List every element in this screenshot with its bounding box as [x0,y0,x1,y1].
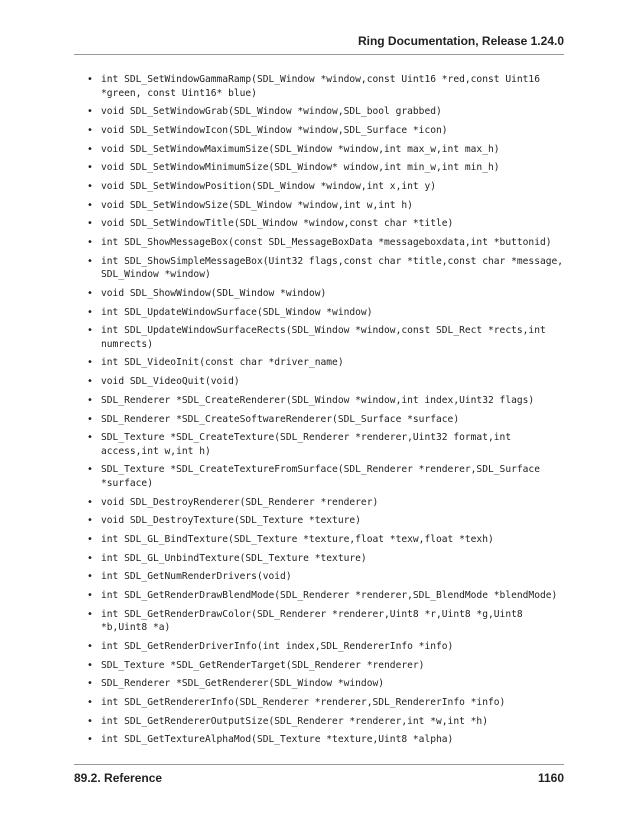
function-signature: int SDL_SetWindowGammaRamp(SDL_Window *window,const Uint16 *red,const Uint16 *green, const Uint16* blue) [101,74,540,99]
bullet-icon: • [87,143,93,155]
function-signature: void SDL_SetWindowMaximumSize(SDL_Window *window,int max_w,int max_h) [101,143,500,155]
list-item [87,570,567,584]
function-signature: int SDL_GetNumRenderDrivers(void) [101,571,292,583]
bullet-icon: • [87,413,93,425]
function-signature: int SDL_GL_BindTexture(SDL_Texture *texture,float *texw,float *texh) [101,533,494,545]
list-item [87,533,567,547]
list-item [87,715,567,729]
list-item [87,640,567,654]
list-item [87,199,567,213]
list-item [87,143,567,157]
list-item [87,236,567,250]
function-signature: void SDL_SetWindowIcon(SDL_Window *window,SDL_Surface *icon) [101,124,448,136]
bullet-icon: • [87,162,93,174]
list-item [87,514,567,528]
bullet-icon: • [87,237,93,248]
list-item [87,180,567,194]
function-signature: int SDL_GL_UnbindTexture(SDL_Texture *texture) [101,552,367,564]
bullet-icon: • [87,199,93,211]
list-item [87,394,567,408]
list-item [87,463,567,490]
list-item [87,287,567,301]
function-signature: SDL_Renderer *SDL_GetRenderer(SDL_Window *window) [101,678,385,690]
bullet-icon: • [87,678,93,690]
list-item [87,608,567,635]
list-item [87,589,567,603]
bullet-icon: • [87,515,93,527]
bullet-icon: • [87,533,93,545]
header-divider [74,54,564,55]
function-signature: int SDL_ShowMessageBox(const SDL_MessageBoxData *messageboxdata,int *buttonid) [101,237,552,248]
list-item [87,696,567,710]
bullet-icon: • [87,496,93,508]
list-item [87,217,567,231]
function-signature: SDL_Texture *SDL_CreateTexture(SDL_Renderer *renderer,Uint32 format,int access,int w,int h) [101,432,512,457]
bullet-icon: • [87,659,93,671]
bullet-icon: • [87,640,93,652]
function-signature: SDL_Texture *SDL_CreateTextureFromSurface(SDL_Renderer *renderer,SDL_Surface *surface) [101,464,540,489]
list-item [87,73,567,100]
function-signature: SDL_Texture *SDL_GetRenderTarget(SDL_Renderer *renderer) [101,659,425,671]
list-item [87,552,567,566]
page-header-title: Ring Documentation, Release 1.24.0 [357,34,564,48]
function-signature: void SDL_ShowWindow(SDL_Window *window) [101,287,327,299]
footer-section-title: 89.2. Reference [74,771,163,785]
function-signature: int SDL_GetRenderDriverInfo(int index,SDL_RendererInfo *info) [101,640,454,652]
function-signature: void SDL_DestroyRenderer(SDL_Renderer *renderer) [101,496,379,508]
list-item [87,306,567,320]
function-signature: int SDL_GetRenderDrawBlendMode(SDL_Renderer *renderer,SDL_BlendMode *blendMode) [101,590,558,601]
bullet-icon: • [87,394,93,406]
list-item [87,375,567,389]
bullet-icon: • [87,464,93,476]
footer-divider [74,764,564,765]
function-signature: void SDL_SetWindowSize(SDL_Window *window,int w,int h) [101,199,413,211]
function-signature: int SDL_UpdateWindowSurfaceRects(SDL_Window *window,const SDL_Rect *rects,int numrects) [101,325,546,350]
bullet-icon: • [87,325,93,337]
list-item [87,105,567,119]
function-signature: int SDL_VideoInit(const char *driver_name) [101,357,344,369]
function-signature: int SDL_GetRendererInfo(SDL_Renderer *renderer,SDL_RendererInfo *info) [101,696,506,708]
list-item [87,431,567,458]
bullet-icon: • [87,124,93,136]
function-list [87,73,567,747]
bullet-icon: • [87,218,93,230]
bullet-icon: • [87,715,93,727]
bullet-icon: • [87,734,93,746]
list-item [87,324,567,351]
bullet-icon: • [87,74,93,85]
bullet-icon: • [87,432,93,444]
bullet-icon: • [87,106,93,118]
function-signature: SDL_Renderer *SDL_CreateSoftwareRenderer(SDL_Surface *surface) [101,413,460,425]
function-signature: void SDL_SetWindowMinimumSize(SDL_Window* window,int min_w,int min_h) [101,162,500,174]
list-item [87,733,567,747]
bullet-icon: • [87,608,93,620]
function-signature: void SDL_SetWindowPosition(SDL_Window *window,int x,int y) [101,180,437,192]
bullet-icon: • [87,590,93,601]
bullet-icon: • [87,696,93,708]
function-signature: void SDL_DestroyTexture(SDL_Texture *texture) [101,515,361,527]
list-item [87,356,567,370]
bullet-icon: • [87,552,93,564]
bullet-icon: • [87,255,93,267]
function-signature: void SDL_SetWindowGrab(SDL_Window *window,SDL_bool grabbed) [101,106,442,118]
bullet-icon: • [87,180,93,192]
function-signature: void SDL_SetWindowTitle(SDL_Window *window,const char *title) [101,218,454,230]
list-item [87,255,567,282]
function-signature: void SDL_VideoQuit(void) [101,376,240,388]
list-item [87,659,567,673]
function-signature: int SDL_UpdateWindowSurface(SDL_Window *window) [101,306,373,318]
function-signature: int SDL_GetTextureAlphaMod(SDL_Texture *texture,Uint8 *alpha) [101,734,454,746]
list-item [87,677,567,691]
bullet-icon: • [87,571,93,583]
function-list-section [87,73,567,752]
function-signature: int SDL_GetRendererOutputSize(SDL_Renderer *renderer,int *w,int *h) [101,715,488,727]
bullet-icon: • [87,376,93,388]
function-signature: int SDL_GetRenderDrawColor(SDL_Renderer *renderer,Uint8 *r,Uint8 *g,Uint8 *b,Uint8 *a) [101,608,523,634]
function-signature: SDL_Renderer *SDL_CreateRenderer(SDL_Window *window,int index,Uint32 flags) [101,394,535,406]
list-item [87,161,567,175]
list-item [87,124,567,138]
footer-page-number: 1160 [537,771,564,785]
bullet-icon: • [87,357,93,369]
bullet-icon: • [87,306,93,318]
bullet-icon: • [87,287,93,299]
list-item [87,413,567,427]
list-item [87,496,567,510]
function-signature: int SDL_ShowSimpleMessageBox(Uint32 flags,const char *title,const char *message, SDL_Window *window) [101,255,564,281]
